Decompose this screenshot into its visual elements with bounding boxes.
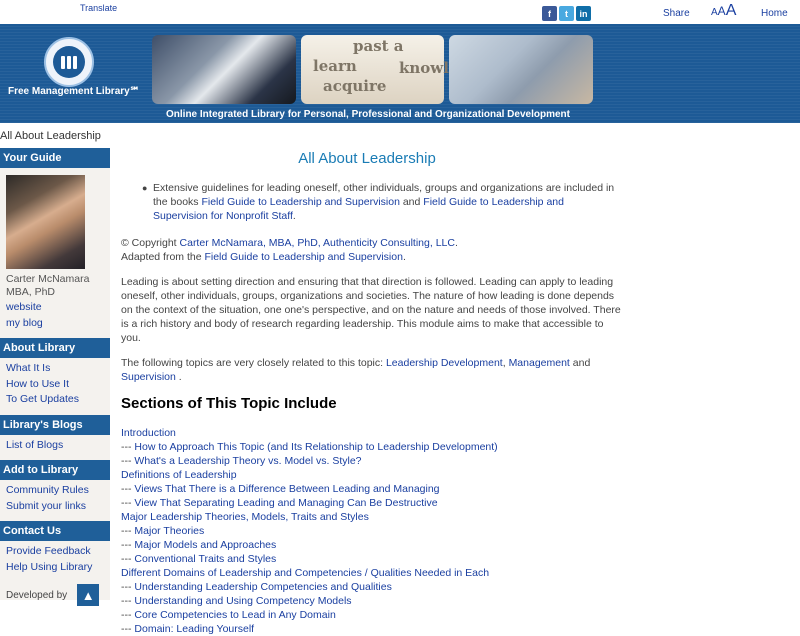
table-of-contents (121, 426, 621, 636)
font-size-controls (711, 2, 736, 20)
page-title: All About Leadership (298, 150, 436, 167)
toc-link[interactable]: Introduction (121, 427, 176, 439)
related-topics: The following topics are very closely related to this topic: Leadership Development, Management and Supervision . (121, 357, 591, 383)
linkedin-icon[interactable]: in (576, 6, 591, 21)
bullet-icon: ● (142, 183, 148, 193)
toc-link[interactable]: Different Domains of Leadership and Competencies / Qualities Needed in Each (121, 567, 490, 579)
toc-link[interactable]: Definitions of Leadership (121, 469, 237, 481)
supervision-link[interactable]: Supervision (121, 371, 176, 383)
toc-link[interactable]: How to Approach This Topic (and Its Relationship to Leadership Development) (134, 441, 498, 453)
translate-link[interactable]: Translate (80, 3, 118, 13)
top-bar (0, 0, 800, 24)
list-item: --- How to Approach This Topic (and Its Relationship to Leadership Development) (121, 441, 498, 453)
site-tagline: Online Integrated Library for Personal, Professional and Organizational Development (166, 109, 570, 120)
nonprofit-field-guide-link[interactable]: Field Guide to Leadership and Supervision for Nonprofit Staff (153, 196, 564, 222)
font-size-medium-button[interactable]: A (717, 4, 726, 18)
breadcrumb: All About Leadership (0, 130, 101, 142)
sidebar-item-website[interactable]: website (6, 301, 42, 313)
list-item (121, 510, 621, 524)
guide-name: Carter McNamara (6, 273, 90, 285)
list-item: --- Major Theories (121, 525, 205, 537)
sidebar (0, 148, 110, 603)
toc-link[interactable]: Understanding Leadership Competencies and Qualities (134, 581, 392, 593)
facebook-icon[interactable]: f (542, 6, 557, 21)
management-link[interactable]: Management (508, 357, 570, 369)
sidebar-item-provide-feedback[interactable]: Provide Feedback (6, 545, 91, 557)
adapted-from-link[interactable]: Field Guide to Leadership and Supervision (204, 251, 403, 263)
font-size-small-button[interactable]: A (711, 7, 718, 18)
intro-bullet: ● Extensive guidelines for leading oneself, other individuals, groups and organizations are included in the books Field Guide to Leadership and Supervision and Field Guide to Leadership and Supervision for Nonprofit Staff. (142, 182, 615, 222)
sections-heading: Sections of This Topic Include (121, 395, 337, 412)
sidebar-heading-blogs: Library's Blogs (0, 415, 110, 435)
author-link[interactable]: Carter McNamara, MBA, PhD, Authenticity Consulting, LLC (179, 237, 455, 249)
list-item: --- Understanding and Using Competency Models (121, 595, 352, 607)
list-item: --- Domain: Leading Yourself (121, 623, 255, 635)
home-link[interactable]: Home (761, 8, 788, 19)
copyright-notice: © Copyright Carter McNamara, MBA, PhD, Authenticity Consulting, LLC. Adapted from the Field Guide to Leadership and Supervision. (121, 237, 458, 263)
list-item (121, 426, 621, 440)
list-item (121, 566, 621, 580)
sidebar-item-what-it-is[interactable]: What It Is (6, 362, 51, 374)
sidebar-heading-your-guide: Your Guide (0, 148, 110, 168)
dictionary-photo: past a learn acquire knowl (301, 35, 444, 104)
topic-description: Leading is about setting direction and ensuring that that direction is followed. Leading can apply to leading oneself, other individuals, groups, organizations and societies. The nature of how leading is done depends on the context of the situation, one one's perspective, and on the nature and needs of those involved. There is a rich history and body of research regarding leadership. This module aims to make that accessible to you. (121, 276, 621, 344)
toc-link[interactable]: Domain: Leading Yourself (134, 623, 255, 635)
sidebar-item-to-get-updates[interactable]: To Get Updates (6, 393, 79, 405)
sidebar-item-my-blog[interactable]: my blog (6, 316, 43, 329)
share-link[interactable]: Share (663, 8, 690, 19)
field-guide-link[interactable]: Field Guide to Leadership and Supervision (201, 196, 400, 208)
twitter-icon[interactable]: t (559, 6, 574, 21)
toc-link[interactable]: Major Theories (134, 525, 205, 537)
main-content (121, 150, 621, 636)
sidebar-item-community-rules[interactable]: Community Rules (6, 484, 89, 496)
guide-credentials: MBA, PhD (6, 286, 56, 298)
social-links (542, 6, 591, 21)
toc-link[interactable]: What's a Leadership Theory vs. Model vs. Style? (134, 455, 362, 467)
guide-photo (6, 175, 85, 269)
logo-text[interactable]: Free Management Library℠ (8, 86, 140, 97)
font-size-large-button[interactable]: A (725, 2, 737, 19)
developed-by (0, 582, 110, 606)
toc-link[interactable]: View That Separating Leading and Managing Can Be Destructive (134, 497, 438, 509)
toc-link[interactable]: Conventional Traits and Styles (134, 553, 277, 565)
sidebar-item-list-of-blogs[interactable]: List of Blogs (6, 438, 64, 451)
site-banner (0, 24, 800, 123)
list-item: --- Major Models and Approaches (121, 539, 277, 551)
sidebar-heading-add-to-library: Add to Library (0, 460, 110, 480)
laptop-user-photo (449, 35, 593, 104)
list-item: --- Views That There is a Difference Between Leading and Managing (121, 483, 440, 495)
toc-link[interactable]: Understanding and Using Competency Models (134, 595, 352, 607)
list-item: --- View That Separating Leading and Managing Can Be Destructive (121, 497, 438, 509)
list-item: --- What's a Leadership Theory vs. Model vs. Style? (121, 455, 362, 467)
list-item: --- Core Competencies to Lead in Any Domain (121, 609, 336, 621)
toc-link[interactable]: Core Competencies to Lead in Any Domain (134, 609, 336, 621)
leadership-development-link[interactable]: Leadership Development (385, 357, 503, 369)
developed-by-label: Developed by (6, 589, 68, 601)
sidebar-item-help-using-library[interactable]: Help Using Library (6, 560, 93, 573)
library-logo-icon[interactable] (44, 37, 94, 87)
toc-link[interactable]: Major Leadership Theories, Models, Traits and Styles (121, 511, 369, 523)
sidebar-heading-contact-us: Contact Us (0, 521, 110, 541)
list-item (121, 468, 621, 482)
developer-logo-icon[interactable]: ▲ (77, 584, 99, 606)
business-meeting-photo (152, 35, 296, 104)
list-item: --- Understanding Leadership Competencies and Qualities (121, 581, 392, 593)
sidebar-item-how-to-use-it[interactable]: How to Use It (6, 377, 70, 390)
sidebar-heading-about-library: About Library (0, 338, 110, 358)
toc-link[interactable]: Major Models and Approaches (134, 539, 277, 551)
toc-link[interactable]: Views That There is a Difference Between Leading and Managing (134, 483, 440, 495)
sidebar-item-submit-links[interactable]: Submit your links (6, 499, 86, 512)
list-item: --- Conventional Traits and Styles (121, 553, 277, 565)
